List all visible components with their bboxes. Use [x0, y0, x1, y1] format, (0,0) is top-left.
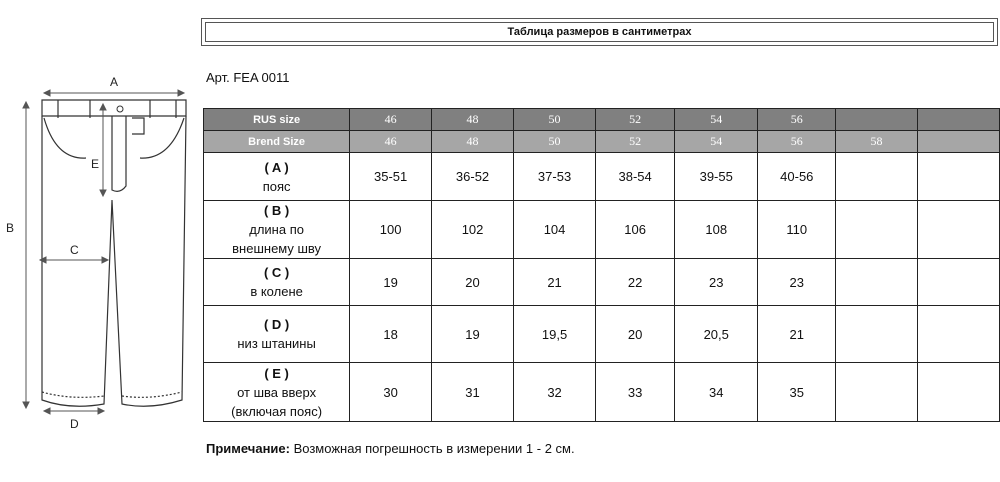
article-number: Арт. FEA 0011 [206, 70, 290, 85]
value-cell: 35 [758, 363, 836, 422]
value-cell: 32 [513, 363, 595, 422]
param-code: ( A ) [264, 159, 289, 175]
value-cell: 33 [596, 363, 675, 422]
value-cell: 21 [513, 259, 595, 306]
param-name: (включая пояс) [231, 403, 323, 419]
value-cell: 19 [432, 306, 514, 363]
value-cell: 31 [432, 363, 514, 422]
brend-size-cell: 46 [350, 131, 432, 153]
value-cell: 37-53 [513, 153, 595, 201]
param-cell [204, 363, 350, 422]
value-cell: 100 [350, 201, 432, 259]
param-name: внешнему шву [232, 241, 322, 256]
value-cell: 36-52 [432, 153, 514, 201]
rus-size-cell: 56 [758, 109, 836, 131]
value-cell: 35-51 [350, 153, 432, 201]
param-name: низ штанины [237, 336, 316, 351]
measure-row-d [204, 306, 1000, 363]
value-cell [836, 363, 917, 422]
value-cell [917, 259, 999, 306]
brend-size-label: Brend Size [204, 131, 350, 153]
value-cell: 21 [758, 306, 836, 363]
value-cell: 106 [596, 201, 675, 259]
param-name: от шва вверх [237, 384, 317, 400]
brend-size-row [204, 131, 1000, 153]
value-cell: 23 [758, 259, 836, 306]
brend-size-cell: 56 [758, 131, 836, 153]
rus-size-cell [917, 109, 999, 131]
note-label: Примечание: [206, 441, 290, 456]
jeans-measurement-diagram [0, 70, 200, 440]
rus-size-cell [836, 109, 917, 131]
rus-size-cell: 46 [350, 109, 432, 131]
measurement-note [206, 441, 575, 456]
rus-size-cell: 54 [675, 109, 758, 131]
value-cell: 108 [675, 201, 758, 259]
label-d: D [70, 417, 79, 431]
label-c: C [70, 243, 79, 257]
note-text: Возможная погрешность в измерении 1 - 2 см. [289, 441, 575, 456]
label-e: E [91, 157, 100, 171]
value-cell [836, 306, 917, 363]
measure-row-a [204, 153, 1000, 201]
param-code: ( C ) [263, 265, 290, 280]
rus-size-row [204, 109, 1000, 131]
measure-row-b [204, 201, 1000, 259]
param-cell [204, 306, 350, 363]
value-cell: 20,5 [675, 306, 758, 363]
value-cell: 30 [350, 363, 432, 422]
value-cell [836, 153, 917, 201]
label-a: A [110, 75, 119, 89]
value-cell: 19 [350, 259, 432, 306]
param-cell [204, 259, 350, 306]
param-cell [204, 153, 350, 201]
param-name: пояс [262, 178, 291, 194]
param-name: длина по [249, 222, 304, 237]
label-b: B [6, 221, 15, 235]
value-cell [917, 306, 999, 363]
rus-size-cell: 52 [596, 109, 675, 131]
value-cell: 34 [675, 363, 758, 422]
value-cell [917, 201, 999, 259]
rus-size-label: RUS size [204, 109, 350, 131]
value-cell: 22 [596, 259, 675, 306]
brend-size-cell: 52 [596, 131, 675, 153]
value-cell: 104 [513, 201, 595, 259]
param-cell [204, 201, 350, 259]
value-cell: 102 [432, 201, 514, 259]
size-table [203, 108, 1000, 422]
brend-size-cell [917, 131, 999, 153]
brend-size-cell: 48 [432, 131, 514, 153]
table-title: Таблица размеров в сантиметрах [205, 22, 994, 42]
value-cell: 110 [758, 201, 836, 259]
value-cell: 20 [432, 259, 514, 306]
value-cell: 18 [350, 306, 432, 363]
value-cell: 20 [596, 306, 675, 363]
measure-row-e [204, 363, 1000, 422]
rus-size-cell: 50 [513, 109, 595, 131]
brend-size-cell: 54 [675, 131, 758, 153]
value-cell [917, 153, 999, 201]
measure-row-c [204, 259, 1000, 306]
value-cell [917, 363, 999, 422]
title-box [201, 18, 998, 46]
rus-size-cell: 48 [432, 109, 514, 131]
param-code: ( B ) [263, 203, 290, 218]
value-cell: 38-54 [596, 153, 675, 201]
brend-size-cell: 58 [836, 131, 917, 153]
value-cell: 23 [675, 259, 758, 306]
brend-size-cell: 50 [513, 131, 595, 153]
value-cell: 40-56 [758, 153, 836, 201]
value-cell [836, 201, 917, 259]
param-name: в колене [250, 284, 303, 299]
value-cell: 19,5 [513, 306, 595, 363]
param-code: ( D ) [263, 317, 290, 332]
value-cell [836, 259, 917, 306]
value-cell: 39-55 [675, 153, 758, 201]
param-code: ( E ) [264, 365, 289, 381]
